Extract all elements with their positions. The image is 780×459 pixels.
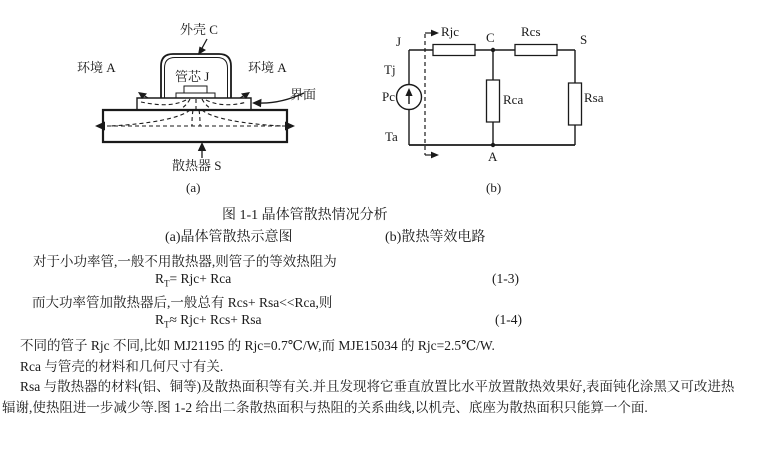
equation-1-3: [155, 271, 231, 289]
node-dot-c: [491, 48, 495, 52]
equation-1-4: [155, 312, 262, 330]
label-temp-ta: Ta: [385, 129, 398, 144]
label-subfig-a: (a): [186, 180, 201, 195]
label-rca: Rca: [503, 92, 524, 107]
label-subfig-b: (b): [486, 180, 502, 195]
label-env-right: 环境 A: [248, 60, 287, 75]
label-temp-tj: Tj: [384, 62, 396, 77]
equation-1-3-subscript: T: [164, 278, 170, 289]
label-node-j: J: [396, 34, 402, 49]
thermal-circuit-drawing: [397, 30, 582, 159]
paragraph-big-power: 而大功率管加散热器后,一般总有 Rcs+ Rsa<<Rca,则: [32, 295, 333, 310]
heatsink-pointer-arrow-icon: [198, 142, 206, 158]
paragraph-rca: Rca 与管壳的材料和几何尺寸有关.: [20, 359, 224, 374]
equation-1-3-expression: = Rjc+ Rca: [169, 271, 232, 286]
paragraph-rjc-examples: 不同的管子 Rjc 不同,比如 MJ21195 的 Rjc=0.7℃/W,而 MJE15034 的 Rjc=2.5℃/W.: [20, 338, 495, 353]
paragraph-rsa-line1: Rsa 与散热器的材料(铝、铜等)及散热面积等有关.并且发现将它垂直放置比水平放置散热效果好,表面钝化涂黑又可改进热: [20, 379, 735, 394]
label-die: 管芯 J: [175, 69, 210, 84]
figure-caption: 图 1-1 晶体管散热情况分析: [222, 208, 388, 223]
transistor-cross-section-drawing: [95, 39, 304, 158]
subcaption-b: (b)散热等效电路: [385, 230, 486, 245]
label-node-a: A: [488, 149, 498, 164]
label-rcs: Rcs: [521, 24, 541, 39]
label-rsa: Rsa: [584, 90, 604, 105]
equation-1-4-tag: (1-4): [495, 312, 522, 327]
heat-spread-arrow-right-icon: [285, 122, 295, 131]
resistor-rsa: [569, 83, 582, 125]
paragraph-rsa-line2: 辐谢,使热阻进一步减少等.图 1-2 给出二条散热面积与热阻的关系曲线,以机壳、底座为散热面积只能算一个面.: [2, 400, 648, 415]
equation-1-3-symbol: R: [155, 271, 165, 286]
equation-1-4-symbol: R: [155, 312, 165, 327]
equation-1-3-tag: (1-3): [492, 271, 519, 286]
label-power-pc: Pc: [382, 89, 395, 104]
die-chip: [184, 86, 207, 93]
label-heatsink: 散热器 S: [172, 158, 222, 173]
resistor-rjc: [433, 45, 475, 56]
subcaption-a: (a)晶体管散热示意图: [165, 230, 293, 245]
equation-1-4-expression: ≈ Rjc+ Rcs+ Rsa: [169, 312, 262, 327]
label-env-left: 环境 A: [77, 60, 116, 75]
resistor-rcs: [515, 45, 557, 56]
resistor-rca: [487, 80, 500, 122]
label-interface: 界面: [290, 87, 317, 102]
power-source-symbol: [397, 85, 422, 110]
node-dot-a: [491, 143, 495, 147]
label-node-c: C: [486, 30, 495, 45]
paragraph-small-power: 对于小功率管,一般不用散热器,则管子的等效热阻为: [33, 254, 337, 269]
case-pointer-arrow-icon: [198, 39, 207, 55]
label-case: 外壳 C: [180, 22, 218, 37]
label-rjc: Rjc: [441, 24, 460, 39]
heat-spread-arrow-left-icon: [95, 122, 105, 131]
equation-1-4-subscript: T: [164, 319, 170, 330]
label-node-s: S: [580, 32, 588, 47]
